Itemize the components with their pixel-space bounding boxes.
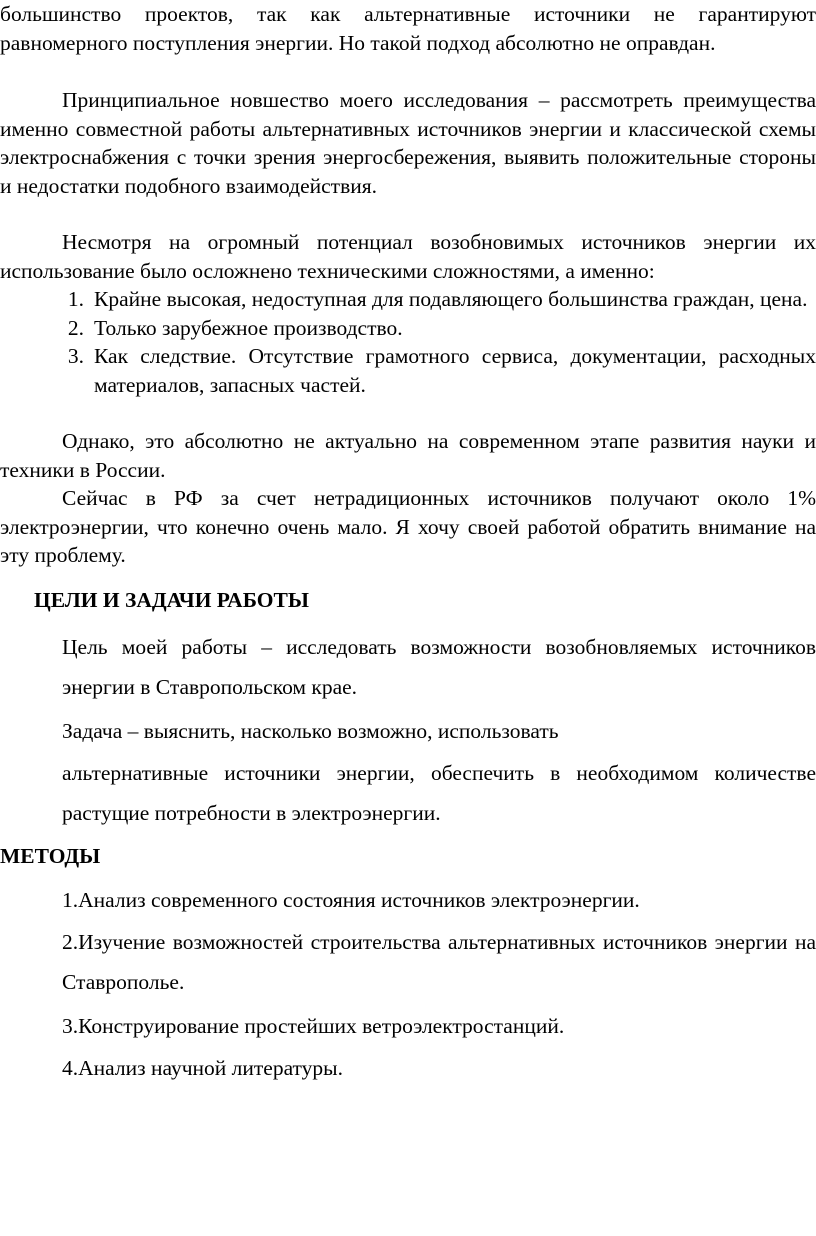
task-line-2: альтернативные источники энергии, обеспечить в необходимом количестве растущие потребности в электроэнергии. <box>62 761 816 825</box>
goal-paragraph: Цель моей работы – исследовать возможности возобновляемых источников энергии в Ставропольском крае. <box>62 635 816 699</box>
methods-heading: МЕТОДЫ <box>0 844 101 868</box>
method-item-1: 1.Анализ современного состояния источников электроэнергии. <box>62 888 640 912</box>
task-line-1: Задача – выяснить, насколько возможно, использовать <box>62 719 559 743</box>
method-item-3: 3.Конструирование простейших ветроэлектростанций. <box>62 1014 565 1038</box>
list-item-number: 2. <box>67 315 84 340</box>
list-item <box>0 342 816 399</box>
goals-heading: ЦЕЛИ И ЗАДАЧИ РАБОТЫ <box>34 588 309 612</box>
list-item <box>0 314 816 343</box>
list-item <box>0 285 816 314</box>
paragraph-however: Однако, это абсолютно не актуально на современном этапе развития науки и техники в России. <box>0 429 816 482</box>
list-item-number: 1. <box>67 287 84 311</box>
list-item-number: 3. <box>67 344 84 368</box>
paragraph-potential: Несмотря на огромный потенциал возобновимых источников энергии их использование было осложнено техническими сложностями, а именно: <box>0 230 816 283</box>
list-item-text: Только зарубежное производство. <box>94 315 403 340</box>
list-item-text: Как следствие. Отсутствие грамотного сервиса, документации, расходных материалов, запасных частей. <box>94 344 816 397</box>
paragraph-innovation: Принципиальное новшество моего исследования – рассмотреть преимущества именно совместной работы альтернативных источников энергии и классической схемы электроснабжения с точки зрения энергосбережения, выявить положительные стороны и недостатки подобного взаимодействия. <box>0 88 816 198</box>
list-item-text: Крайне высокая, недоступная для подавляющего большинства граждан, цена. <box>94 287 808 311</box>
paragraph-continuation: большинство проектов, так как альтернативные источники не гарантируют равномерного поступления энергии. Но такой подход абсолютно не оправдан. <box>0 2 816 55</box>
paragraph-current-state: Сейчас в РФ за счет нетрадиционных источников получают около 1% электроэнергии, что конечно очень мало. Я хочу своей работой обратить внимание на эту проблему. <box>0 486 816 567</box>
problems-list <box>0 285 816 399</box>
method-item-4: 4.Анализ научной литературы. <box>62 1056 343 1080</box>
method-item-2: 2.Изучение возможностей строительства альтернативных источников энергии на Ставрополье. <box>62 930 816 994</box>
